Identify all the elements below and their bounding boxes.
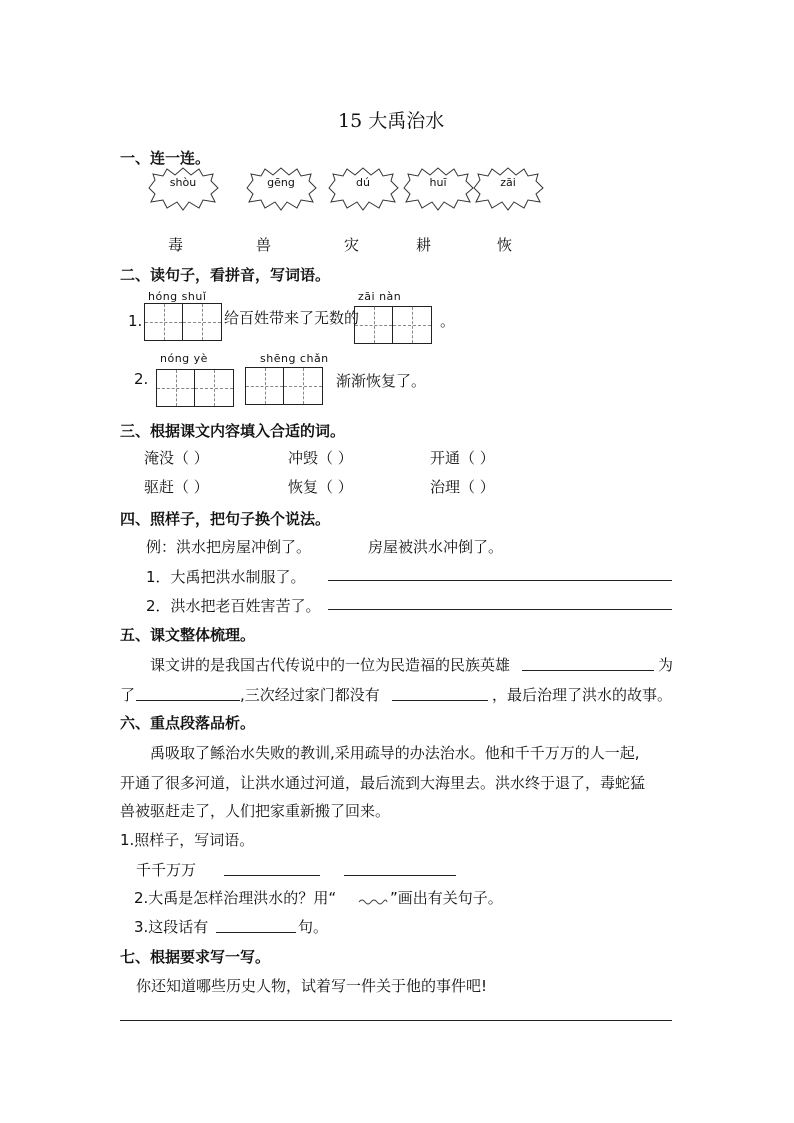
maple-leaf-icon xyxy=(400,166,476,212)
writing-grid[interactable] xyxy=(156,369,234,407)
summary-text: 为 xyxy=(658,656,674,674)
answer-line[interactable] xyxy=(136,700,240,701)
answer-line[interactable] xyxy=(120,1020,672,1021)
section-4-heading: 四、照样子，把句子换个说法。 xyxy=(120,510,331,528)
example-sentence: 例：洪水把房屋冲倒了。 xyxy=(146,538,312,556)
fill-blank[interactable]: 恢复（ ） xyxy=(288,478,353,496)
writing-grid[interactable] xyxy=(245,367,323,405)
sub-question: 句。 xyxy=(298,918,329,936)
pinyin-label: zāi nàn xyxy=(358,290,402,303)
answer-line[interactable] xyxy=(344,875,456,876)
match-char[interactable]: 恢 xyxy=(497,236,513,254)
maple-leaf-icon xyxy=(470,166,546,212)
passage-line: 兽被驱赶走了，人们把家重新搬了回来。 xyxy=(120,802,391,820)
sub-question: 3.这段话有 xyxy=(134,918,209,936)
match-char[interactable]: 兽 xyxy=(256,236,272,254)
sentence-text: 。 xyxy=(440,312,456,330)
leaf-card-2[interactable] xyxy=(243,166,319,212)
fill-blank[interactable]: 冲毁（ ） xyxy=(288,449,353,467)
example-answer: 房屋被洪水冲倒了。 xyxy=(368,538,504,556)
match-char[interactable]: 耕 xyxy=(416,236,432,254)
leaf-pinyin: zāi xyxy=(500,176,516,189)
example-word: 千千万万 xyxy=(136,861,197,879)
wavy-underline-icon xyxy=(358,898,388,906)
answer-line[interactable] xyxy=(224,875,320,876)
passage-line: 禹吸取了鲧治水失败的教训,采用疏导的办法治水。他和千千万万的人一起, xyxy=(150,744,640,762)
fill-blank[interactable]: 开通（ ） xyxy=(430,449,495,467)
summary-text: ，最后治理了洪水的故事。 xyxy=(492,686,673,704)
answer-line[interactable] xyxy=(328,580,672,581)
pinyin-label: shēng chǎn xyxy=(260,352,329,365)
writing-grid[interactable] xyxy=(354,306,432,344)
leaf-pinyin: dú xyxy=(356,176,370,189)
pinyin-label: nóng yè xyxy=(160,352,208,365)
rewrite-question: 2．洪水把老百姓害苦了。 xyxy=(146,597,321,615)
section-3-heading: 三、根据课文内容填入合适的词。 xyxy=(120,422,346,440)
fill-blank[interactable]: 驱赶（ ） xyxy=(144,478,209,496)
summary-text: 课文讲的是我国古代传说中的一位为民造福的民族英雄 xyxy=(150,656,511,674)
fill-blank[interactable]: 淹没（ ） xyxy=(144,449,209,467)
leaf-card-1[interactable] xyxy=(145,166,221,212)
sub-question: ”画出有关句子。 xyxy=(390,889,503,907)
leaf-card-4[interactable] xyxy=(400,166,476,212)
leaf-card-3[interactable] xyxy=(325,166,401,212)
maple-leaf-icon xyxy=(243,166,319,212)
section-2-heading: 二、读句子，看拼音，写词语。 xyxy=(120,266,331,284)
maple-leaf-icon xyxy=(145,166,221,212)
fill-blank[interactable]: 治理（ ） xyxy=(430,478,495,496)
leaf-pinyin: huī xyxy=(429,176,447,189)
answer-line[interactable] xyxy=(328,609,672,610)
passage-line: 开通了很多河道，让洪水通过河道，最后流到大海里去。洪水终于退了，毒蛇猛 xyxy=(120,774,646,792)
sub-question: 1.照样子，写词语。 xyxy=(120,831,255,849)
sub-question: 2.大禹是怎样治理洪水的？用“ xyxy=(134,889,337,907)
question-number: 1. xyxy=(128,312,143,330)
answer-line[interactable] xyxy=(522,670,654,671)
rewrite-question: 1．大禹把洪水制服了。 xyxy=(146,568,306,586)
section-7-heading: 七、根据要求写一写。 xyxy=(120,948,271,966)
maple-leaf-icon xyxy=(325,166,401,212)
writing-prompt: 你还知道哪些历史人物，试着写一件关于他的事件吧! xyxy=(136,977,488,995)
section-6-heading: 六、重点段落品析。 xyxy=(120,714,256,732)
section-5-heading: 五、课文整体梳理。 xyxy=(120,626,256,644)
leaf-pinyin: shòu xyxy=(169,176,197,189)
answer-line[interactable] xyxy=(392,700,488,701)
question-number: 2. xyxy=(134,370,149,388)
summary-text: ,三次经过家门都没有 xyxy=(240,686,380,704)
page-title: 15 大禹治水 xyxy=(338,110,445,132)
answer-line[interactable] xyxy=(216,932,296,933)
writing-grid[interactable] xyxy=(144,303,222,341)
section-1-heading: 一、连一连。 xyxy=(120,149,211,167)
match-char[interactable]: 毒 xyxy=(168,236,184,254)
pinyin-label: hóng shuǐ xyxy=(148,290,207,303)
leaf-pinyin: gēng xyxy=(267,176,295,189)
leaf-card-5[interactable] xyxy=(470,166,546,212)
match-char[interactable]: 灾 xyxy=(344,236,360,254)
sentence-text: 渐渐恢复了。 xyxy=(336,372,427,390)
summary-text: 了 xyxy=(120,686,136,704)
sentence-text: 给百姓带来了无数的 xyxy=(224,309,360,327)
